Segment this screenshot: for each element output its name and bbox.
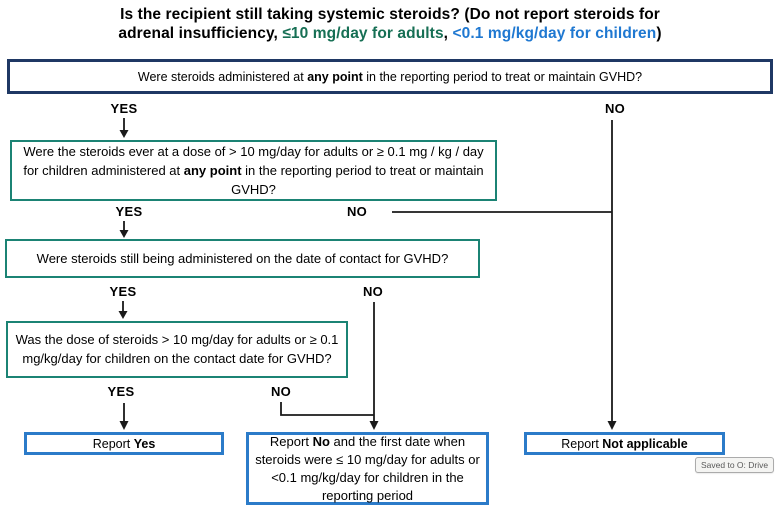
yes4-arrowhead [120,421,129,430]
report-no-text: Report No and the first date when steroids were ≤ 10 mg/day for adults or <0.1 mg/kg/day for children in the reporting period [255,433,480,503]
page-title-line2: adrenal insufficiency, ≤10 mg/day for adults, <0.1 mg/kg/day for children) [118,25,662,42]
page-title-line1: Is the recipient still taking systemic steroids? (Do not report steroids for [120,6,660,23]
yes1-arrowhead [120,130,129,138]
no-label-3: NO [362,284,384,299]
report-not-applicable-box [524,432,725,455]
no3-arrowhead [370,421,379,430]
question-box-dose-any-point [10,140,497,201]
report-yes-text: Report Yes [92,436,156,451]
title-green-dose-text: ≤10 mg/day for adults [282,25,444,42]
yes-label-1: YES [110,101,138,116]
yes2-arrowhead [120,230,129,238]
report-not-applicable-text: Report Not applicable [561,436,688,451]
question-box-still-administered [5,239,480,278]
yes3-arrowhead [119,311,128,319]
no1-arrowhead [608,421,617,430]
no-label-2: NO [346,204,368,219]
yes-label-4: YES [107,384,135,399]
title-blue-dose-text: <0.1 mg/kg/day for children [452,25,657,42]
yes-label-2: YES [115,204,143,219]
yes-label-3: YES [109,284,137,299]
question-text: Was the dose of steroids > 10 mg/day for adults or ≥ 0.1 mg/kg/day for children on the contact date for GVHD? [15,332,339,366]
report-yes-box [24,432,224,455]
no4-elbow-connector [281,402,374,415]
report-no-box [246,432,489,505]
question-box-dose-contact-date [6,321,348,378]
question-text: Were the steroids ever at a dose of > 10 mg/day for adults or ≥ 0.1 mg / kg / day for children administered at any point in the reporting period to treat or maintain GVHD? [23,144,484,197]
no-label-4: NO [270,384,292,399]
saved-to-drive-badge: Saved to O: Drive [695,457,774,473]
no-label-1: NO [604,101,626,116]
question-box-any-steroids [7,59,773,94]
question-text: Were steroids administered at any point in the reporting period to treat or maintain GVHD? [137,69,643,84]
question-text: Were steroids still being administered on the date of contact for GVHD? [36,250,449,266]
page-title [0,5,780,43]
